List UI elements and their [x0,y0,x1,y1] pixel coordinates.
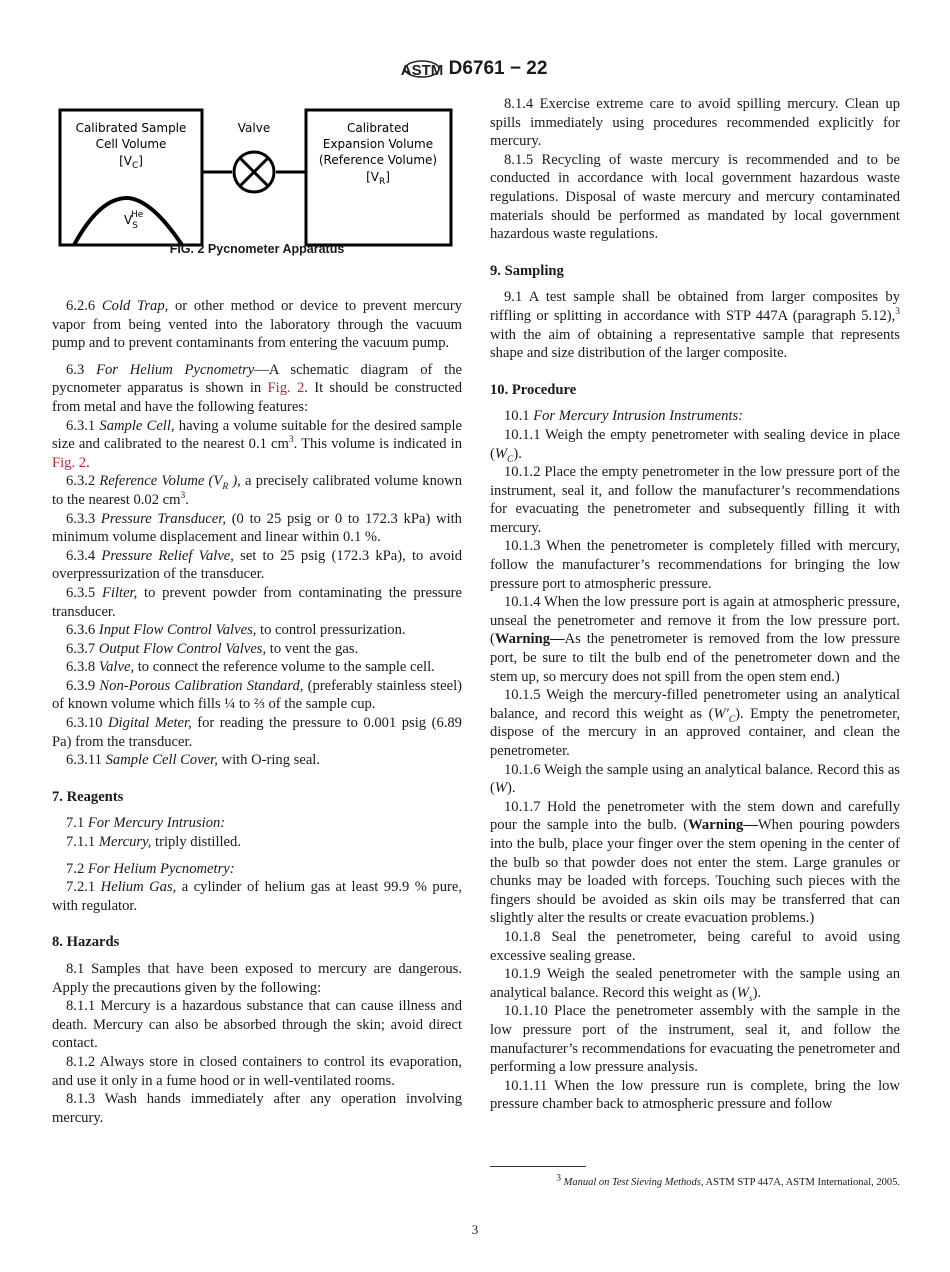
paragraph [52,510,462,547]
footnote: $^3$ Manual on Test Sieving Methods, ASTM STP 447A, ASTM International, 2005. [556,1173,900,1188]
text-run: ). [752,984,762,1001]
page-header [0,56,950,82]
text-run: —A schematic diagram of the pycnometer apparatus is shown in [52,361,462,397]
valve-icon [234,152,274,192]
pycnometer-diagram [52,92,462,262]
text-run: s [748,993,753,1004]
paragraph [52,472,462,509]
text-run: 8.1.2 Always store in closed containers to control its evaporation, and use it only in a fume hood or in well-ventilated rooms. [52,1053,462,1089]
text-run: For Helium Pycnometry: [87,860,235,877]
text-run: 8.1.4 Exercise extreme care to avoid spilling mercury. Clean up spills immediately using procedures recommended explicitly for mercury. [490,96,900,150]
paragraph [490,1002,900,1076]
paragraph [52,297,462,353]
text-run: with the aim of obtaining a representative sample that represents shape and size distribution of the larger composite. [490,326,900,362]
text-run: C [728,714,736,725]
text-run: Mercury, [98,834,152,851]
paragraph [52,1090,462,1127]
text-run: ). [507,780,516,797]
text-run: 6.3 [66,361,97,378]
paragraph [52,1053,462,1090]
text-run: 3 [895,307,900,318]
left-column [52,297,462,1127]
text-run: For Mercury Intrusion Instruments: [533,408,744,425]
paragraph [52,814,462,833]
paragraph [52,677,462,714]
text-run: 10.1.4 When the low pressure port is again at atmospheric pressure, unseal the penetrometer and remove it from the low pressure port. ( [490,594,900,648]
text-run: As the penetrometer is removed from the low pressure port, be sure to tilt the bulb end of the penetrometer down and the stem up, so mercury does not spill from the open stem end.) [490,631,900,685]
paragraph [490,686,900,760]
document-designation: D6761 − 22 [448,58,548,79]
text-run: Sample Cell Cover, [105,752,218,769]
text-run: Output Flow Control Valves, [98,640,267,657]
paragraph [52,833,462,852]
footnote-divider [490,1166,586,1167]
text-run: with O-ring seal. [217,752,321,769]
text-run: W [494,445,508,462]
text-run: Input Flow Control Valves, [98,622,257,639]
valve-label: Valve [237,121,271,135]
text-run: 7.1.1 [66,834,99,851]
text-run: 10.1.5 Weigh the mercury-filled penetrometer using an analytical balance, and record this weight as ( [490,687,900,722]
text-run: (0 to 25 psig or 0 to 172.3 kPa) with minimum volume displacement and linear within 0.1 %. [52,510,462,546]
text-run: 10.1 [504,408,534,425]
text-run: 3 [180,491,186,502]
text-run: a precisely calibrated volume known to the nearest 0.02 cm [52,473,462,508]
svg-text:[VC]: $[V_C]$ [119,154,143,171]
text-run: ). [513,445,522,462]
text-run: (preferably stainless steel) of known volume which fills ¼ to ⅔ of the sample cup. [52,677,462,713]
text-run: or other method or device to prevent mercury vapor from being vented into the laboratory through the vacuum pump and to prevent contaminants from entering the vacuum pump. [52,298,463,352]
text-run: 8.1.1 Mercury is a hazardous substance that can cause illness and death. Mercury can also be absorbed through the skin; avoid direct contact. [52,998,462,1052]
paragraph [490,761,900,798]
section-heading: 7. Reagents [52,788,124,805]
figure-caption: FIG. 2 Pycnometer Apparatus [169,242,345,256]
text-run: . This volume is indicated in [293,436,462,453]
paragraph [490,1077,900,1114]
text-run: 6.3.11 [66,752,106,769]
text-run: 10.1.1 Weigh the empty penetrometer with sealing device in place ( [490,426,900,462]
text-run: W′ [713,705,729,722]
text-run: . [185,491,189,508]
figure-link[interactable]: Fig. 2 [267,380,305,397]
paragraph [52,547,462,584]
paragraph [490,288,900,362]
text-run: 6.3.7 [66,640,99,657]
text-run: triply distilled. [151,834,241,851]
paragraph [490,95,900,151]
text-run: ). Empty the penetrometer, dispose of the mercury in an approved container, and clean the penetrometer. [490,705,900,759]
svg-text:(Reference Volume): (Reference Volume) [318,153,438,167]
svg-text:ASTM: ASTM [400,62,443,79]
text-run: 10.1.2 Place the empty penetrometer in the low pressure port of the instrument, seal it, and follow the manufacturer’s recommendations for evacuating the penetrometer and subsequently filling it with mercury. [490,464,900,536]
text-run: 10.1.10 Place the penetrometer assembly with the sample in the low pressure port of the instrument, seal it, and follow the manufacturer’s recommendations for evacuating the penetrometer and performing a low pressure analysis. [490,1003,900,1076]
left-box-line1: Calibrated Sample [75,121,187,135]
svg-text:Expansion Volume: Expansion Volume [322,137,434,151]
text-run: 3 [288,435,294,446]
text-run: When pouring powders into the bulb, place your finger over the stem opening in the center of the bulb so that powder does not enter the stem. Large granules or chunks may be loaded with forceps. Touching such pieces with the fingers should be avoided as skin oils may be transferred that can slightly alter the results or create evacuation problems.) [490,817,900,927]
text-run: Helium Gas, [100,879,177,896]
text-run: 6.3.10 [66,715,108,732]
text-run: 6.3.1 [66,417,100,434]
paragraph [490,407,900,426]
svg-text:Calibrated: Calibrated [346,121,410,135]
text-run: Digital Meter, [108,715,192,732]
text-run: 10.1.6 Weigh the sample using an analytical balance. Record this as ( [490,761,900,797]
paragraph [52,751,462,770]
text-run: 6.2.6 [66,298,102,314]
text-run: Sample Cell, [99,417,175,434]
text-run: 7.2.1 [66,879,101,896]
text-run: to prevent powder from contaminating the pressure transducer. [52,584,462,620]
text-run: ), [228,473,241,490]
text-run: a cylinder of helium gas at least 99.9 % pure, with regulator. [52,879,462,914]
text-run: 8.1 Samples that have been exposed to mercury are dangerous. Apply the precautions given by the following: [52,961,462,996]
paragraph [52,714,462,751]
text-run: for reading the pressure to 0.001 psig (6.89 Pa) from the transducer. [52,715,462,750]
page-number: 3 [471,1222,479,1237]
paragraph [52,860,462,879]
text-run: Non-Porous Calibration Standard, [99,677,304,694]
text-run: Filter, [101,584,138,601]
sample-volume-label: $V_SHe$ [124,210,144,231]
text-run: 10.1.11 When the low pressure run is complete, bring the low pressure chamber back to atmospheric pressure and follow [490,1077,900,1113]
text-run: 6.3.4 [66,547,102,564]
paragraph [52,361,462,417]
paragraph [490,151,900,244]
text-run: W [736,984,749,1001]
text-run: 7.1 [66,815,88,832]
text-run: Valve, [98,659,135,676]
paragraph [52,417,462,473]
paragraph [52,878,462,915]
svg-text:[VR]: $[V_R]$ [366,170,390,187]
text-run: Reference Volume (V [99,473,223,490]
text-run: 8.1.3 Wash hands immediately after any operation involving mercury. [52,1091,462,1126]
figure-link[interactable]: Fig. 2 [52,454,87,471]
text-run: R [222,482,229,493]
text-run: Pressure Transducer, [100,510,226,527]
text-run: 8.1.5 Recycling of waste mercury is recommended and to be conducted in accordance with local government hazardous waste regulations. Disposal of waste mercury and mercury contaminated materials should be performed as mandated by local government hazardous waste regulations. [490,151,900,243]
section-heading: 10. Procedure [490,381,577,398]
text-run: to control pressurization. [256,622,406,639]
section-heading: 9. Sampling [490,262,564,279]
text-run: to connect the reference volume to the sample cell. [134,659,435,676]
text-run: . [86,454,90,471]
text-run: For Helium Pycnometry [96,361,255,378]
text-run: W [494,780,508,797]
text-run: 6.3.8 [66,659,99,676]
text-run: 10.1.9 Weigh the sealed penetrometer with the sample using an analytical balance. Record this weight as ( [490,966,900,1001]
text-run: 6.3.9 [66,677,100,694]
paragraph [52,640,462,659]
paragraph [52,960,462,997]
text-run: Warning— [494,631,565,648]
text-run: to vent the gas. [266,640,359,657]
text-run: Warning— [688,817,758,834]
text-run: 7.2 [66,860,88,877]
section-heading: 8. Hazards [52,934,120,951]
text-run: having a volume suitable for the desired sample size and calibrated to the nearest 0.1 cm [52,417,462,453]
text-run: Cold Trap, [101,298,169,314]
paragraph [490,798,900,928]
text-run: 10.1.3 When the penetrometer is completely filled with mercury, follow the manufacturer’s recommendations for bringing the low pressure port to atmospheric pressure. [490,538,900,592]
text-run: 6.3.3 [66,510,101,527]
paragraph [490,426,900,463]
text-run: 6.3.5 [66,584,102,601]
paragraph [490,593,900,686]
text-run: Pressure Relief Valve, [101,547,234,564]
paragraph [490,463,900,537]
text-run: 6.3.6 [66,622,99,639]
astm-logo-icon [400,56,443,82]
text-run: 6.3.2 [66,473,100,490]
paragraph [490,965,900,1002]
right-column [490,95,900,1114]
paragraph [52,621,462,640]
left-box-line2: Cell Volume [95,137,167,151]
text-run: For Mercury Intrusion: [87,815,226,832]
paragraph [490,537,900,593]
paragraph [490,928,900,965]
paragraph [52,997,462,1053]
text-run: C [507,454,514,465]
text-run: set to 25 psig (172.3 kPa), to avoid overpressurization of the transducer. [52,547,462,583]
text-run: 9.1 A test sample shall be obtained from larger composites by riffling or splitting in accordance with STP 447A (paragraph 5.12), [490,289,900,324]
text-run: 10.1.8 Seal the penetrometer, being careful to avoid using excessive sealing grease. [490,928,900,964]
paragraph [52,584,462,621]
text-run: . It should be constructed from metal and have the following features: [52,380,462,415]
paragraph [52,658,462,677]
text-run: 10.1.7 Hold the penetrometer with the stem down and carefully pour the sample into the bulb. ( [490,798,900,834]
